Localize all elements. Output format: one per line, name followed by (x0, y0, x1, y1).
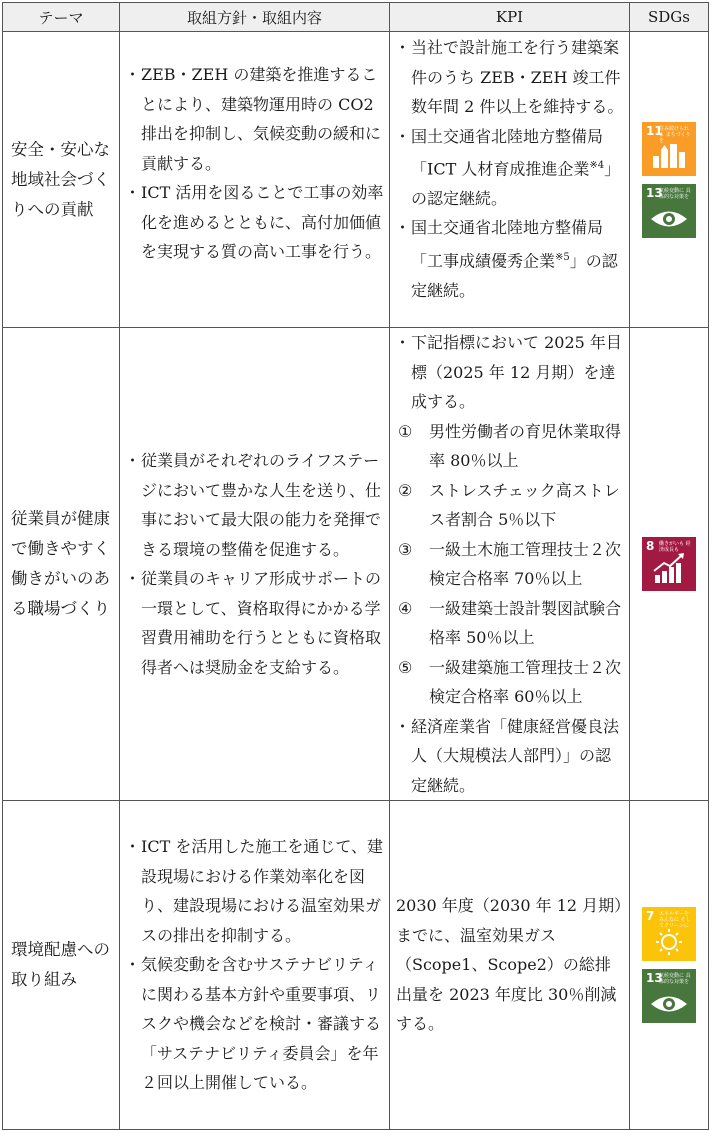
list-item: ・ 従業員がそれぞれのライフステージにおいて豊かな人生を送り、仕事において最大限の能力を発揮できる環境の整備を促進する。 (124, 451, 382, 559)
list-item: ・ 従業員のキャリア形成サポートの一環として、資格取得にかかる学習費用補助を行うとともに資格取得者へは奨励金を支給する。 (124, 569, 382, 677)
theme-cell: 安全・安心な地域社会づくりへの貢献 (3, 32, 120, 328)
list-item: ・ ICT を活用した施工を通じて、建設現場における作業効率化を図り、建設現場における温室効果ガスの排出を抑制する。 (124, 837, 384, 945)
header-policy: 取組方針・取組内容 (120, 3, 390, 32)
kpi-cell (390, 32, 630, 328)
header-sdgs: SDGs (630, 3, 709, 32)
footnote-ref: ※5 (555, 251, 570, 263)
list-item: ・ 国土交通省北陸地方整備局「工事成績優秀企業$^{※5}$」の認定継続。 (394, 218, 618, 300)
list-item: ・ 経済産業省「健康経営優良法人（大規模法人部門）」の認定継続。 (394, 716, 620, 795)
kpi-cell (390, 328, 630, 801)
list-item: ③ 一級土木施工管理技士２次検定合格率 70％以上 (398, 539, 622, 588)
footnote-ref: ※4 (589, 160, 605, 171)
kpi-cell: 2030 年度（2030 年 12 月期）までに、温室効果ガス（Scope1、Scope2）の総排出量を 2023 年度比 30％削減する。 (390, 801, 630, 1130)
table-row (3, 328, 709, 801)
sdgs-cell (630, 801, 709, 1130)
sdgs-cell (630, 32, 709, 328)
policy-cell (120, 32, 390, 328)
list-item: ⑤ 一級建築施工管理技士２次検定合格率 60％以上 (398, 657, 622, 706)
header-theme: テーマ (3, 3, 120, 32)
sdg11-city-icon: 11 住み続けられる まちづくりを (642, 122, 696, 176)
sdg13-eye-globe-icon: 13 気候変動に 具体的な対策を (642, 969, 696, 1023)
sustainability-table (2, 2, 709, 1130)
sdg8-growth-chart-icon: 8 働きがいも 経済成長も (642, 537, 696, 591)
list-item: ・ 気候変動を含むサステナビリティに関わる基本方針や重要事項、リスクや機会などを検討・審議する「サステナビリティ委員会」を年２回以上開催している。 (124, 955, 382, 1093)
table-row (3, 32, 709, 328)
policy-cell (120, 801, 390, 1130)
list-item: ① 男性労働者の育児休業取得率 80％以上 (398, 421, 622, 470)
policy-cell (120, 328, 390, 801)
sdg13-eye-globe-icon: 13 気候変動に 具体的な対策を (642, 184, 696, 238)
list-item: ・ 当社で設計施工を行う建築案件のうち ZEB・ZEH 竣工件数年間 2 件以上を維持する。 (394, 38, 624, 116)
theme-cell: 従業員が健康で働きやすく働きがいのある職場づくり (3, 328, 120, 801)
list-item: ④ 一級建築士設計製図試験合格率 50％以上 (398, 598, 622, 647)
sdg7-sun-power-icon: 7 エネルギーをみんなに そしてクリーンに (642, 907, 696, 961)
list-item: ・ 下記指標において 2025 年目標（2025 年 12 月期）を達成する。 (394, 333, 622, 411)
list-item: ・ ZEB・ZEH の建築を推進することにより、建築物運用時の CO2 排出を抑制し、気候変動の緩和に貢献する。 (124, 65, 382, 173)
list-item: ・ 国土交通省北陸地方整備局「ICT 人材育成推進企業$^{※4}$」の認定継続。 (394, 126, 621, 208)
list-item: ② ストレスチェック高ストレス者割合 5％以下 (398, 480, 620, 529)
theme-cell: 環境配慮への取り組み (3, 801, 120, 1130)
header-row (3, 3, 709, 32)
header-kpi: KPI (390, 3, 630, 32)
sdgs-cell (630, 328, 709, 801)
table-row (3, 801, 709, 1130)
list-item: ・ ICT 活用を図ることで工事の効率化を進めるとともに、高付加価値を実現する質の高い工事を行う。 (124, 183, 384, 261)
